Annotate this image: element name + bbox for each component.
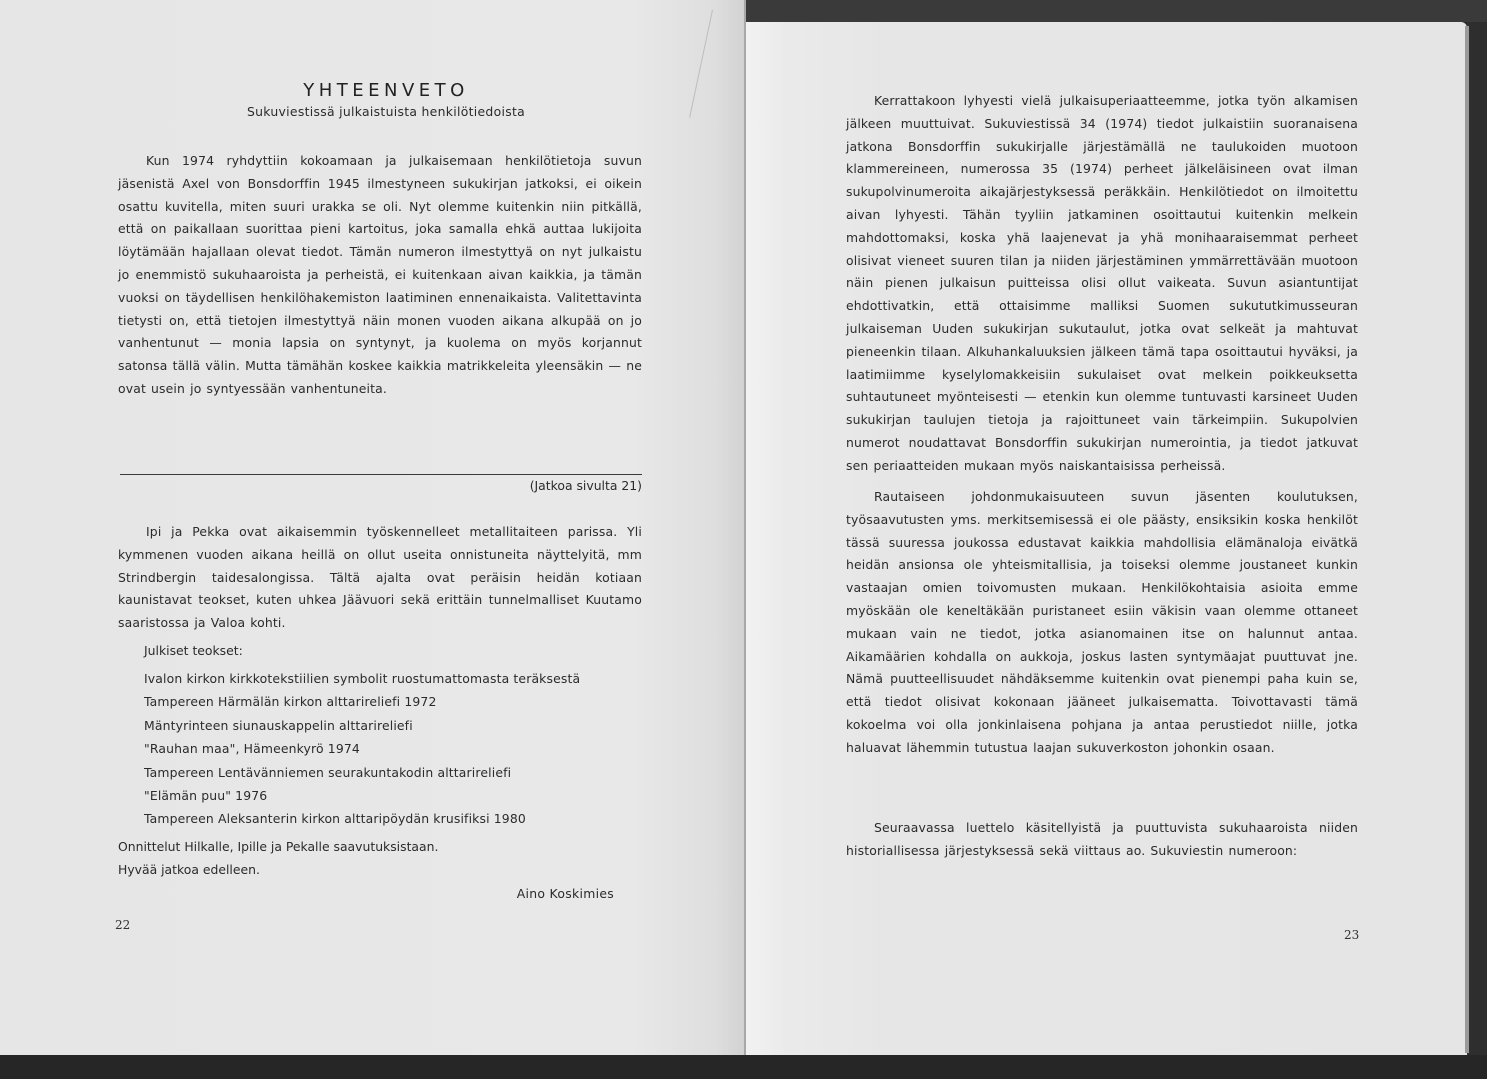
works-list — [144, 667, 644, 831]
page-subtitle: Sukuviestissä julkaistuista henkilötiedoista — [246, 104, 526, 119]
closing-line: Hyvää jatkoa edelleen. — [118, 861, 260, 877]
book-cover-edge — [1467, 22, 1487, 1079]
work-item: Tampereen Lentävänniemen seurakuntakodin alttarireliefi — [144, 764, 512, 780]
page-number: 22 — [115, 918, 131, 932]
background-bottom-strip — [0, 1055, 1487, 1079]
work-item: Tampereen Aleksanterin kirkon alttaripöydän krusifiksi 1980 — [144, 811, 526, 827]
principles-paragraph: Kerrattakoon lyhyesti vielä julkaisuperiaatteemme, jotka työn alkamisen jälkeen muuttuivat. Sukuviestissä 34 (1974) tiedot julkaistiin suoranaisena jatkona Bonsdorffin sukukirjalle järjestämällä ne taulukoiden muotoon klammereineen, numerossa 35 (1974) perheet jälkeläisineen ovat ilman sukupolvinumeroita aikajärjestyksessä peräkkäin. Henkilötiedot on ilmoitettu aivan lyhyesti. Tähän tyyliin jatkaminen osoittautui kuitenkin melkein mahdottomaksi, koska yhä laajenevat ja yhä monihaaraisemmat perheet olisivat vieneet suuren tilan ja niiden järjestäminen ymmärrettävään muotoon näin pienen julkaisun puitteissa olisi ollut vaikeata. Suvun asiantuntijat ehdottivatkin, että ottaisimme malliksi Suomen sukututkimusseuran julkaiseman Uuden sukukirjan sukutaulut, jotka ovat selkeät ja mahtuvat pieneenkin tilaan. Alkuhankaluuksien jälkeen tämä tapa osoittautui hyväksi, ja laatimiimme kyselylomakkeisiin sukulaiset ovat melkein poikkeuksetta suhtautuneet myönteisesti — etenkin kun olemme tuntuvasti karsineet Uuden sukukirjan taulujen tietoja ja rajoittuneet vain tärkeimpiin. Sukupolvien numerot noudattavat Bonsdorffin sukukirjan numerointia, ja tiedot jatkuvat sen periaatteiden mukaan myös naiskantaisissa perheissä. — [846, 93, 1358, 473]
work-item: Mäntyrinteen siunauskappelin alttarireliefi — [144, 717, 413, 733]
artists-paragraph: Ipi ja Pekka ovat aikaisemmin työskennelleet metallitaiteen parissa. Yli kymmenen vuoden aikana heillä on ollut useita onnistuneita näyttelyitä, mm Strindbergin taidesalongissa. Tältä ajalta ovat peräisin heidän kotiaan kaunistavat teokset, kuten uhkea Jäävuori sekä erittäin tunnelmalliset Kuutamo saaristossa ja Valoa kohti. — [118, 524, 642, 631]
page-title: YHTEENVETO — [303, 80, 469, 101]
page-number: 23 — [1344, 928, 1360, 942]
work-item: "Elämän puu" 1976 — [144, 788, 268, 804]
section-divider — [120, 474, 642, 475]
closing-block — [118, 836, 638, 881]
work-item: Ivalon kirkon kirkkotekstiilien symbolit ruostumattomasta teräksestä — [144, 671, 581, 686]
work-item: "Rauhan maa", Hämeenkyrö 1974 — [144, 741, 360, 757]
summary-paragraph: Kun 1974 ryhdyttiin kokoamaan ja julkaisemaan henkilötietoja suvun jäsenistä Axel von Bonsdorffin 1945 ilmestyneen sukukirjan jatkoksi, ei oikein osattu kuvitella, miten suuri urakka se oli. Nyt olemme kuitenkin niin pitkällä, että on paikallaan suorittaa pieni kartoitus, joka samalla ehkä auttaa lukijoita löytämään hajallaan olevat tiedot. Tämän numeron ilmestyttyä on nyt julkaistu jo enemmistö sukuhaaroista ja perheistä, ei kuitenkaan aivan kaikkia, ja tämän vuoksi on täydellisen henkilöhakemiston laatiminen ennenaikaista. Valitettavinta tietysti on, että tietojen ilmestyttyä näin monen vuoden aikana alkupää on jo vanhentunut — monia lapsia on syntynyt, ja kuolema on myös korjannut satonsa tällä välin. Mutta tämähän koskee kaikkia matrikkeleita yleensäkin — ne ovat usein jo syntyessään vanhentuneita. — [118, 153, 642, 396]
consistency-paragraph: Rautaiseen johdonmukaisuuteen suvun jäsenten koulutuksen, työsaavutusten yms. merkitsemisessä ei ole päästy, ensiksikin koska henkilöt tässä suuressa joukossa edustavat kaikkia mahdollisia elämänaloja eivätkä heidän ansionsa ole yhteismitallisia, ja toiseksi olemme joustaneet kunkin vastaajan omien toivomusten mukaan. Henkilökohtaisia asioita emme myöskään ole keneltäkään puristaneet esiin väkisin vaan olemme ottaneet mukaan vain ne tiedot, jotka asianomainen itse on halunnut antaa. Aikamäärien kohdalla on aukkoja, joskus lasten syntymäajat puuttuvat jne. Nämä puutteellisuudet nähdäksemme kuitenkin ovat pienempi paha kuin se, että tiedot olisivat kokonaan jääneet julkaisematta. Toivottavasti tämä kokoelma voi olla jonkinlaisena pohjana ja antaa perustiedot niille, jotka haluavat lähemmin tutustua laajan sukuverkoston johonkin osaan. — [846, 489, 1358, 755]
background-top-strip — [745, 0, 1487, 22]
works-heading: Julkiset teokset: — [144, 643, 243, 658]
list-intro-paragraph: Seuraavassa luettelo käsitellyistä ja puuttuvista sukuhaaroista niiden historiallisessa järjestyksessä sekä viittaus ao. Sukuviestin numeroon: — [846, 820, 1358, 858]
page-edge — [1465, 26, 1469, 1053]
book-gutter — [744, 0, 746, 1055]
author-signature: Aino Koskimies — [516, 886, 614, 901]
continued-note: (Jatkoa sivulta 21) — [529, 478, 642, 493]
work-item: Tampereen Härmälän kirkon alttarireliefi 1972 — [144, 694, 437, 710]
closing-line: Onnittelut Hilkalle, Ipille ja Pekalle saavutuksistaan. — [118, 839, 439, 854]
